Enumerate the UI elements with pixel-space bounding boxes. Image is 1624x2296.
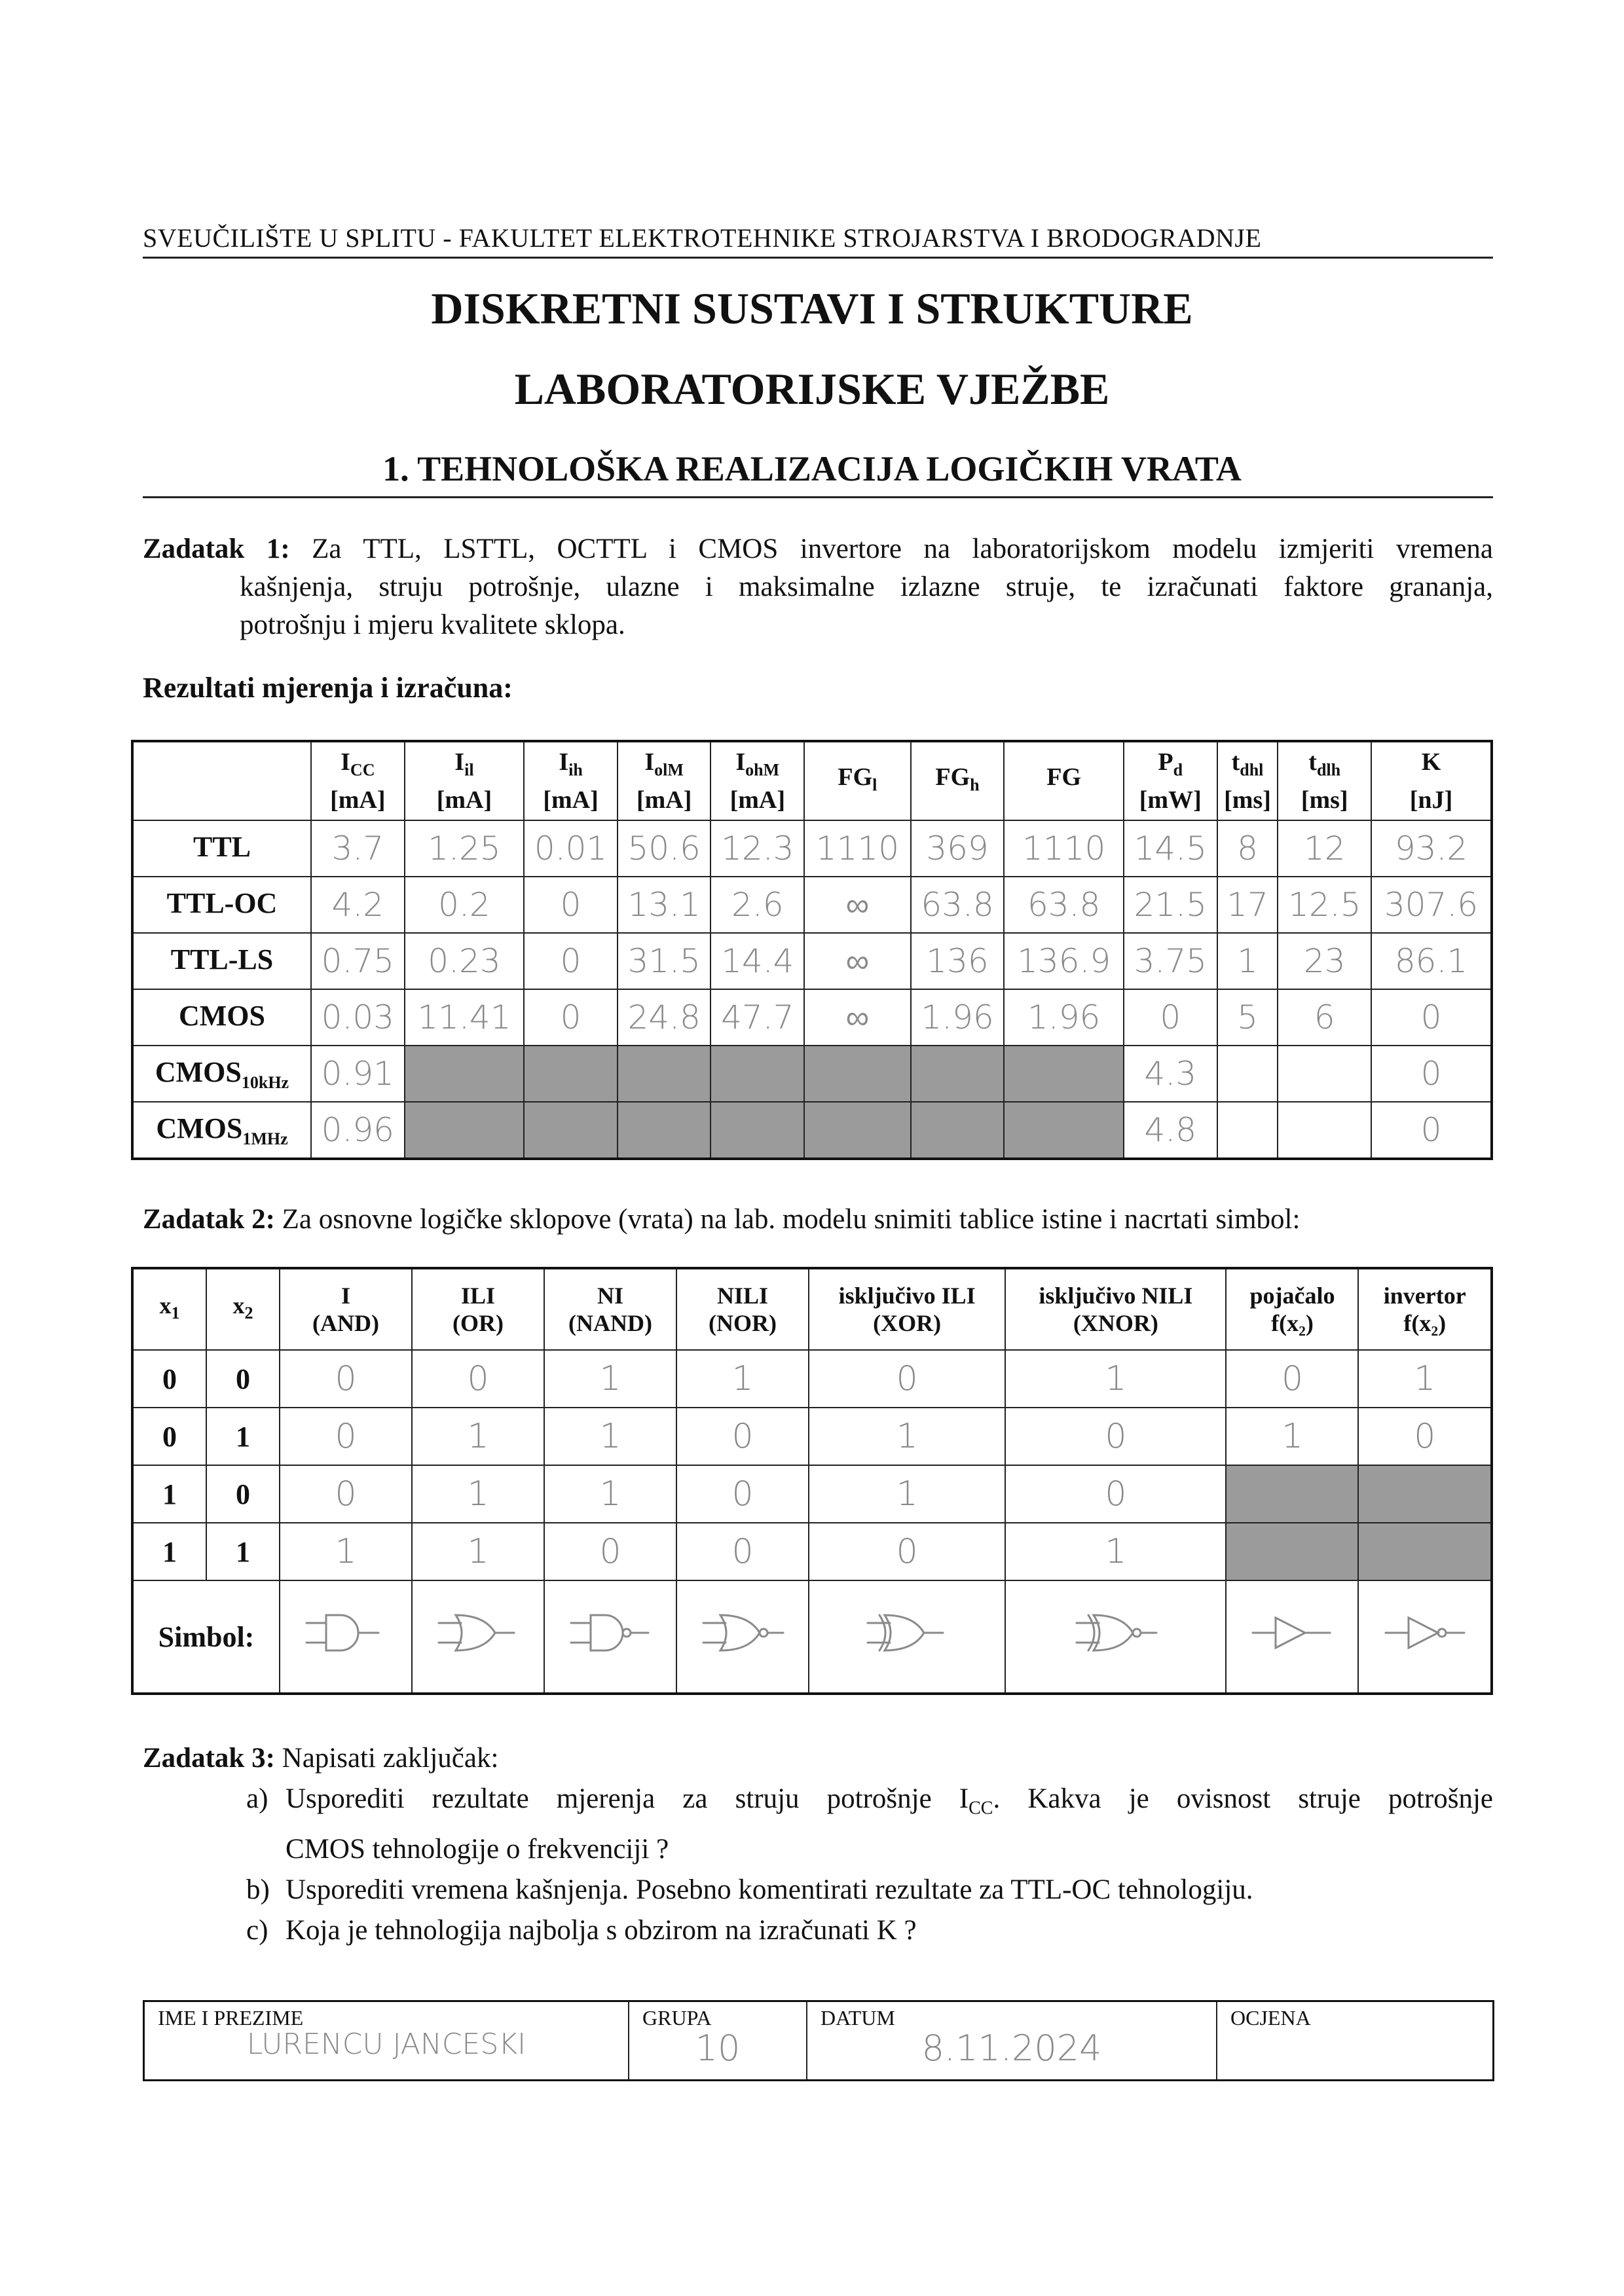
value-cell[interactable]: 0.75 xyxy=(311,933,405,989)
col-main: I xyxy=(644,748,655,776)
row-label xyxy=(132,989,311,1046)
date-value: 8.11.2024 xyxy=(921,2028,1102,2069)
grade-cell[interactable] xyxy=(1217,2001,1494,2081)
row-label-sub: 1MHz xyxy=(242,1129,288,1148)
value-cell[interactable]: 1.25 xyxy=(405,820,525,877)
value-cell[interactable]: 63.8 xyxy=(1004,877,1124,933)
col-unit: [nJ] xyxy=(1409,786,1453,814)
value-cell[interactable]: 21.5 xyxy=(1124,877,1217,933)
col-main: FG xyxy=(838,763,873,791)
col-sub: ih xyxy=(568,760,583,780)
disabled-cell xyxy=(911,1102,1005,1159)
output-cell[interactable]: 1 xyxy=(1005,1523,1226,1580)
value-cell[interactable]: 0 xyxy=(1371,1102,1492,1159)
x2-value: 0 xyxy=(206,1350,280,1408)
output-cell[interactable]: 1 xyxy=(412,1523,544,1580)
value-cell[interactable]: 0.03 xyxy=(311,989,405,1046)
task1-text xyxy=(143,530,1493,644)
value-cell[interactable]: 1.96 xyxy=(911,989,1005,1046)
task1-label: Zadatak 1: xyxy=(143,534,290,564)
gate-header-3 xyxy=(676,1268,809,1350)
task2-label: Zadatak 2: xyxy=(143,1204,275,1235)
task1-line2: kašnjenja, struju potrošnje, ulazne i maksimalne izlazne struje, te izračunati faktore grananja, xyxy=(240,572,1493,602)
col-sub: ohM xyxy=(745,760,780,780)
truth-row xyxy=(132,1523,1492,1580)
value-cell[interactable]: 2.6 xyxy=(710,877,804,933)
value-cell[interactable]: 0 xyxy=(524,989,618,1046)
gate-name-en: (XNOR) xyxy=(1073,1310,1158,1336)
output-cell[interactable]: 1 xyxy=(544,1350,676,1408)
value-cell[interactable]: 4.2 xyxy=(311,877,405,933)
disabled-cell xyxy=(524,1046,618,1102)
symbol-label: Simbol: xyxy=(132,1580,280,1694)
value-cell[interactable] xyxy=(1217,1046,1278,1102)
disabled-cell xyxy=(1358,1523,1492,1580)
gate-name: I xyxy=(341,1283,350,1309)
row-label-text: CMOS xyxy=(155,1055,242,1088)
nand-gate-icon xyxy=(564,1603,656,1662)
disabled-cell xyxy=(710,1046,804,1102)
symbol-cell[interactable] xyxy=(676,1580,809,1694)
task3-description: Napisati zaključak: xyxy=(282,1743,499,1774)
output-cell[interactable]: 1 xyxy=(412,1465,544,1523)
task1-line3: potrošnju i mjeru kvalitete sklopa. xyxy=(240,610,625,640)
task3-item-c xyxy=(143,1910,1493,1951)
value-cell[interactable]: 1 xyxy=(1217,933,1278,989)
value-cell[interactable]: 1110 xyxy=(804,820,911,877)
disabled-cell xyxy=(1226,1465,1358,1523)
output-cell[interactable]: 1 xyxy=(544,1465,676,1523)
output-cell[interactable]: 0 xyxy=(544,1523,676,1580)
output-cell[interactable]: 1 xyxy=(412,1408,544,1465)
col-header-2 xyxy=(524,741,618,820)
value-cell[interactable]: 4.3 xyxy=(1124,1046,1217,1102)
col-sub: il xyxy=(464,760,474,780)
name-cell[interactable] xyxy=(144,2001,629,2081)
gate-name: isključivo NILI xyxy=(1039,1283,1193,1309)
item-b-text: Usporediti vremena kašnjenja. Posebno komentirati rezultate za TTL-OC tehnologiju. xyxy=(286,1874,1253,1905)
item-b-marker: b) xyxy=(246,1874,270,1905)
results-heading: Rezultati mjerenja i izračuna: xyxy=(143,672,513,704)
row-label-text: CMOS xyxy=(179,999,265,1032)
value-cell[interactable]: 0.23 xyxy=(405,933,525,989)
symbol-cell[interactable] xyxy=(1358,1580,1492,1694)
value-cell[interactable]: 307.6 xyxy=(1371,877,1492,933)
disabled-cell xyxy=(1226,1523,1358,1580)
group-value: 10 xyxy=(695,2028,741,2069)
task3-label: Zadatak 3: xyxy=(143,1743,275,1774)
output-cell[interactable]: 0 xyxy=(676,1465,809,1523)
disabled-cell xyxy=(618,1102,711,1159)
output-cell[interactable]: 1 xyxy=(1005,1350,1226,1408)
output-cell[interactable]: 0 xyxy=(676,1408,809,1465)
disabled-cell xyxy=(1004,1046,1124,1102)
student-info-table xyxy=(143,2000,1494,2081)
col-header-6 xyxy=(911,741,1005,820)
col-sub: dlh xyxy=(1316,760,1341,780)
value-cell[interactable] xyxy=(1217,1102,1278,1159)
col-main: I xyxy=(454,748,465,776)
task3-item-b xyxy=(143,1870,1493,1910)
value-cell[interactable]: 5 xyxy=(1217,989,1278,1046)
symbol-cell[interactable] xyxy=(1005,1580,1226,1694)
col-unit: [mW] xyxy=(1139,786,1202,814)
nor-gate-icon xyxy=(697,1603,788,1662)
value-cell[interactable]: 0.2 xyxy=(405,877,525,933)
symbol-cell[interactable] xyxy=(1226,1580,1358,1694)
title-rule xyxy=(143,496,1493,498)
value-cell[interactable]: 1110 xyxy=(1004,820,1124,877)
xnor-gate-icon xyxy=(1070,1603,1162,1662)
value-cell[interactable]: 0.91 xyxy=(311,1046,405,1102)
col-unit: [mA] xyxy=(729,786,785,814)
row-label xyxy=(132,1046,311,1102)
disabled-cell xyxy=(405,1046,525,1102)
value-cell[interactable]: 4.8 xyxy=(1124,1102,1217,1159)
exercise-title: 1. TEHNOLOŠKA REALIZACIJA LOGIČKIH VRATA xyxy=(382,449,1242,488)
row-label xyxy=(132,820,311,877)
gate-name: ILI xyxy=(460,1283,496,1309)
gate-name: isključivo ILI xyxy=(838,1283,976,1309)
value-cell[interactable]: 0 xyxy=(524,877,618,933)
name-label: IME I PREZIME xyxy=(158,2006,304,2030)
col-header-1 xyxy=(405,741,525,820)
value-cell[interactable]: ∞ xyxy=(804,933,911,989)
value-cell[interactable]: 12.3 xyxy=(710,820,804,877)
value-cell[interactable]: 0.96 xyxy=(311,1102,405,1159)
header-rule xyxy=(143,257,1493,259)
col-unit: [mA] xyxy=(330,786,386,814)
col-main: I xyxy=(341,748,350,776)
measurement-row xyxy=(132,1102,1492,1159)
col-main: I xyxy=(559,748,569,776)
input-header-x1 xyxy=(132,1268,206,1350)
gate-name-en: (AND) xyxy=(312,1310,379,1336)
col-unit: [ms] xyxy=(1301,786,1348,814)
output-cell[interactable]: 0 xyxy=(280,1408,412,1465)
col-main: FG xyxy=(1046,763,1082,791)
output-cell[interactable]: 0 xyxy=(1358,1408,1492,1465)
output-cell[interactable]: 0 xyxy=(1005,1465,1226,1523)
inverter-gate-icon xyxy=(1379,1603,1471,1662)
gate-header-1 xyxy=(412,1268,544,1350)
col-header-8 xyxy=(1124,741,1217,820)
col-unit: [mA] xyxy=(436,786,492,814)
col-unit: [mA] xyxy=(636,786,692,814)
col-header-10 xyxy=(1278,741,1371,820)
col-main: t xyxy=(1231,748,1240,776)
disabled-cell xyxy=(710,1102,804,1159)
value-cell[interactable]: 24.8 xyxy=(618,989,711,1046)
course-title: DISKRETNI SUSTAVI I STRUKTURE xyxy=(431,283,1193,333)
output-cell[interactable]: 0 xyxy=(412,1350,544,1408)
col-header-0 xyxy=(311,741,405,820)
measurement-row xyxy=(132,820,1492,877)
col-header-3 xyxy=(618,741,711,820)
value-cell[interactable]: 47.7 xyxy=(710,989,804,1046)
output-cell[interactable]: 0 xyxy=(809,1350,1005,1408)
disabled-cell xyxy=(804,1102,911,1159)
col-sub: h xyxy=(970,775,980,795)
col-main: P xyxy=(1158,748,1173,776)
disabled-cell xyxy=(618,1046,711,1102)
row-label xyxy=(132,933,311,989)
output-cell[interactable]: 1 xyxy=(809,1408,1005,1465)
value-cell[interactable]: 136.9 xyxy=(1004,933,1124,989)
value-cell[interactable]: 0 xyxy=(1371,1046,1492,1102)
gate-header-7 xyxy=(1358,1268,1492,1350)
value-cell[interactable]: 50.6 xyxy=(618,820,711,877)
output-cell[interactable]: 1 xyxy=(544,1408,676,1465)
gate-name-en: f(x₂) xyxy=(1403,1310,1447,1336)
task2-text xyxy=(143,1203,1300,1235)
gate-name: NI xyxy=(597,1283,623,1309)
x2-value: 1 xyxy=(206,1523,280,1580)
measurement-row xyxy=(132,877,1492,933)
col-sub: d xyxy=(1173,760,1183,780)
gate-name: pojačalo xyxy=(1249,1283,1335,1309)
task2-description: Za osnovne logičke sklopove (vrata) na lab. modelu snimiti tablice istine i nacrtati simbol: xyxy=(282,1204,1301,1235)
measurement-row xyxy=(132,989,1492,1046)
lab-subtitle: LABORATORIJSKE VJEŽBE xyxy=(514,364,1110,414)
gate-name: invertor xyxy=(1383,1283,1466,1309)
x2-value: 0 xyxy=(206,1465,280,1523)
col-header-5 xyxy=(804,741,911,820)
value-cell[interactable]: 31.5 xyxy=(618,933,711,989)
value-cell[interactable]: 3.75 xyxy=(1124,933,1217,989)
gate-name-en: (NAND) xyxy=(568,1310,652,1336)
measurements-header-row xyxy=(132,741,1492,820)
measurement-row xyxy=(132,933,1492,989)
output-cell[interactable]: 0 xyxy=(280,1465,412,1523)
output-cell[interactable]: 1 xyxy=(809,1465,1005,1523)
corner-cell xyxy=(132,741,311,820)
gate-header-0 xyxy=(280,1268,412,1350)
value-cell[interactable]: 12 xyxy=(1278,820,1371,877)
value-cell[interactable]: 136 xyxy=(911,933,1005,989)
col-main: I xyxy=(735,748,746,776)
value-cell[interactable]: 6 xyxy=(1278,989,1371,1046)
buffer-gate-icon xyxy=(1246,1603,1338,1662)
row-label-text: TTL-OC xyxy=(166,886,278,919)
or-gate-icon xyxy=(432,1603,524,1662)
group-label: GRUPA xyxy=(642,2006,712,2030)
input-main: x xyxy=(159,1292,172,1319)
and-gate-icon xyxy=(300,1603,392,1662)
row-label xyxy=(132,1102,311,1159)
col-sub: l xyxy=(872,775,877,795)
disabled-cell xyxy=(1358,1465,1492,1523)
name-value: LURENCU JANCESKI xyxy=(246,2028,526,2061)
gate-header-5 xyxy=(1005,1268,1226,1350)
value-cell[interactable]: 63.8 xyxy=(911,877,1005,933)
col-sub: dhl xyxy=(1240,760,1264,780)
value-cell[interactable]: ∞ xyxy=(804,989,911,1046)
item-a-line1: Usporediti rezultate mjerenja za struju potrošnje I xyxy=(286,1783,969,1814)
measurement-row xyxy=(132,1046,1492,1102)
col-header-11 xyxy=(1371,741,1492,820)
disabled-cell xyxy=(911,1046,1005,1102)
row-label-text: TTL xyxy=(193,830,251,863)
truth-row xyxy=(132,1465,1492,1523)
group-cell[interactable] xyxy=(629,2001,807,2081)
value-cell[interactable] xyxy=(1278,1102,1371,1159)
disabled-cell xyxy=(1004,1102,1124,1159)
value-cell[interactable]: 0 xyxy=(524,933,618,989)
x1-value: 0 xyxy=(132,1350,206,1408)
col-header-9 xyxy=(1217,741,1278,820)
col-main: K xyxy=(1421,748,1441,776)
value-cell[interactable]: 0 xyxy=(1124,989,1217,1046)
date-label: DATUM xyxy=(821,2006,895,2030)
value-cell[interactable]: ∞ xyxy=(804,877,911,933)
value-cell[interactable]: 369 xyxy=(911,820,1005,877)
item-c-marker: c) xyxy=(246,1914,268,1946)
truth-row xyxy=(132,1350,1492,1408)
symbol-row xyxy=(132,1580,1492,1694)
row-label-sub: 10kHz xyxy=(241,1072,289,1092)
date-cell[interactable] xyxy=(807,2001,1217,2081)
output-cell[interactable]: 0 xyxy=(809,1523,1005,1580)
input-main: x xyxy=(232,1292,245,1319)
task3-text xyxy=(143,1738,1493,1951)
value-cell[interactable]: 14.5 xyxy=(1124,820,1217,877)
value-cell[interactable]: 1.96 xyxy=(1004,989,1124,1046)
input-sub: 2 xyxy=(244,1303,253,1323)
row-label-text: CMOS xyxy=(156,1112,243,1144)
x1-value: 1 xyxy=(132,1523,206,1580)
output-cell[interactable]: 1 xyxy=(280,1523,412,1580)
item-a-marker: a) xyxy=(246,1783,268,1814)
value-cell[interactable]: 3.7 xyxy=(311,820,405,877)
symbol-cell[interactable] xyxy=(280,1580,412,1694)
item-a-line2: CMOS tehnologije o frekvenciji ? xyxy=(286,1833,669,1865)
x1-value: 1 xyxy=(132,1465,206,1523)
task1-line1: Za TTL, LSTTL, OCTTL i CMOS invertore na laboratorijskom modelu izmjeriti vremena xyxy=(312,534,1493,564)
gate-header-4 xyxy=(809,1268,1005,1350)
col-sub: olM xyxy=(654,760,684,780)
disabled-cell xyxy=(804,1046,911,1102)
input-header-x2 xyxy=(206,1268,280,1350)
gate-name: NILI xyxy=(716,1283,769,1309)
col-header-7 xyxy=(1004,741,1124,820)
value-cell[interactable]: 23 xyxy=(1278,933,1371,989)
col-unit: [mA] xyxy=(543,786,599,814)
output-cell[interactable]: 0 xyxy=(1226,1350,1358,1408)
symbol-cell[interactable] xyxy=(544,1580,676,1694)
input-sub: 1 xyxy=(171,1303,180,1323)
col-unit: [ms] xyxy=(1224,786,1271,814)
output-cell[interactable]: 1 xyxy=(676,1350,809,1408)
value-cell[interactable] xyxy=(1278,1046,1371,1102)
value-cell[interactable]: 17 xyxy=(1217,877,1278,933)
col-header-4 xyxy=(710,741,804,820)
gate-name-en: (OR) xyxy=(452,1310,504,1336)
gate-header-2 xyxy=(544,1268,676,1350)
item-c-text: Koja je tehnologija najbolja s obzirom na izračunati K ? xyxy=(286,1914,917,1946)
symbol-cell[interactable] xyxy=(412,1580,544,1694)
value-cell[interactable]: 12.5 xyxy=(1278,877,1371,933)
value-cell[interactable]: 93.2 xyxy=(1371,820,1492,877)
col-main: t xyxy=(1308,748,1317,776)
task3-item-a xyxy=(143,1779,1493,1829)
value-cell[interactable]: 0 xyxy=(1371,989,1492,1046)
output-cell[interactable]: 1 xyxy=(1358,1350,1492,1408)
value-cell[interactable]: 86.1 xyxy=(1371,933,1492,989)
output-cell[interactable]: 1 xyxy=(1226,1408,1358,1465)
item-a-sub: CC xyxy=(969,1798,993,1819)
col-main: FG xyxy=(935,763,970,791)
gate-name-en: (XOR) xyxy=(873,1310,942,1336)
col-sub: CC xyxy=(350,760,375,780)
gate-name-en: f(x₂) xyxy=(1271,1310,1314,1336)
truth-row xyxy=(132,1408,1492,1465)
value-cell[interactable]: 0.01 xyxy=(524,820,618,877)
gate-name-en: (NOR) xyxy=(709,1310,777,1336)
symbol-cell[interactable] xyxy=(809,1580,1005,1694)
value-cell[interactable]: 11.41 xyxy=(405,989,525,1046)
output-cell[interactable]: 0 xyxy=(280,1350,412,1408)
measurements-table xyxy=(131,740,1493,1160)
grade-label: OCJENA xyxy=(1230,2006,1311,2030)
x1-value: 0 xyxy=(132,1408,206,1465)
row-label-text: TTL-LS xyxy=(170,943,274,975)
value-cell[interactable]: 14.4 xyxy=(710,933,804,989)
truth-table xyxy=(131,1267,1493,1695)
value-cell[interactable]: 8 xyxy=(1217,820,1278,877)
institution-header: SVEUČILIŠTE U SPLITU - FAKULTET ELEKTROTEHNIKE STROJARSTVA I BRODOGRADNJE xyxy=(143,223,1262,253)
disabled-cell xyxy=(524,1102,618,1159)
row-label xyxy=(132,877,311,933)
disabled-cell xyxy=(405,1102,525,1159)
gate-header-6 xyxy=(1226,1268,1358,1350)
truth-header-row xyxy=(132,1268,1492,1350)
item-a-line1-end: . Kakva je ovisnost struje potrošnje xyxy=(993,1783,1493,1814)
output-cell[interactable]: 0 xyxy=(676,1523,809,1580)
output-cell[interactable]: 0 xyxy=(1005,1408,1226,1465)
x2-value: 1 xyxy=(206,1408,280,1465)
value-cell[interactable]: 13.1 xyxy=(618,877,711,933)
xor-gate-icon xyxy=(861,1603,953,1662)
